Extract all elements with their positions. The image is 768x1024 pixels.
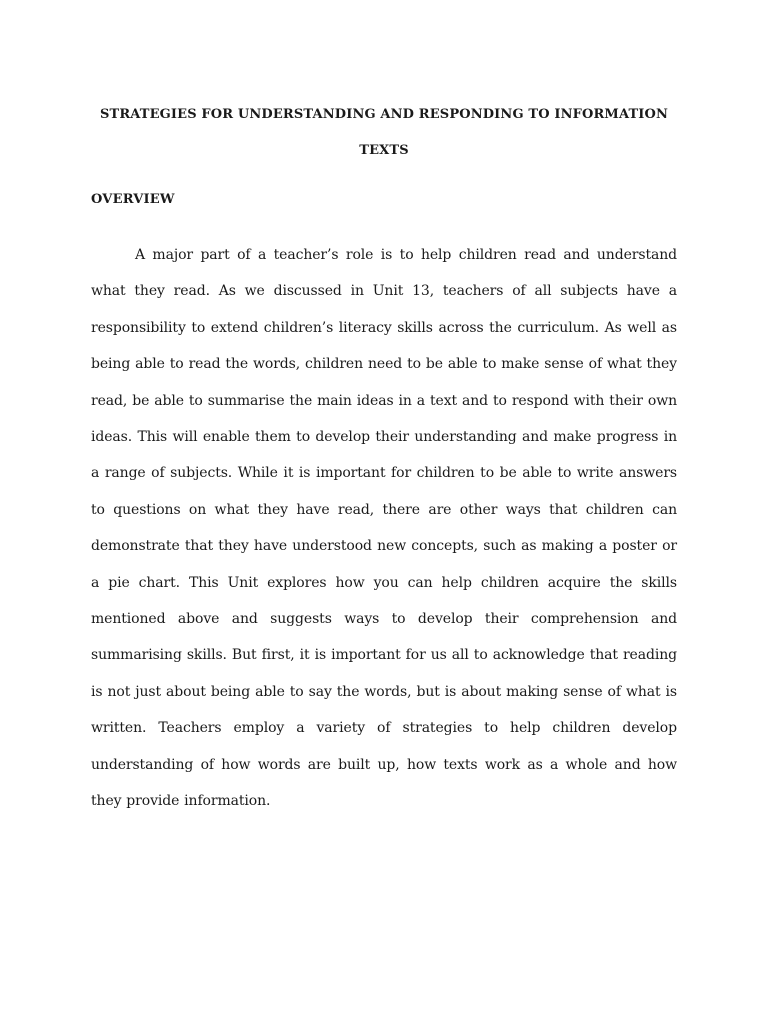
overview-paragraph: A major part of a teacher’s role is to help children read and understand what they read. As we discussed in Unit 13, teachers of all subjects have a responsibility to extend children’s literacy skills across the curriculum. As well as being able to read the words, children need to be able to make sense of what they read, be able to summarise the main ideas in a text and to respond with their own ideas. This will enable them to develop their understanding and make progress in a range of subjects. While it is important for children to be able to write answers to questions on what they have read, there are other ways that children can demonstrate that they have understood new concepts, such as making a poster or a pie chart. This Unit explores how you can help children acquire the skills mentioned above and suggests ways to develop their comprehension and summarising skills. But first, it is important for us all to acknowledge that reading is not just about being able to say the words, but is about making sense of what is written. Teachers employ a variety of strategies to help children develop understanding of how words are built up, how texts work as a whole and how they provide information. — [91, 247, 677, 810]
section-heading-overview: OVERVIEW — [91, 192, 175, 207]
document-title-line-1: STRATEGIES FOR UNDERSTANDING AND RESPONDING TO INFORMATION — [99, 107, 669, 122]
document-title-line-2: TEXTS — [359, 143, 409, 158]
